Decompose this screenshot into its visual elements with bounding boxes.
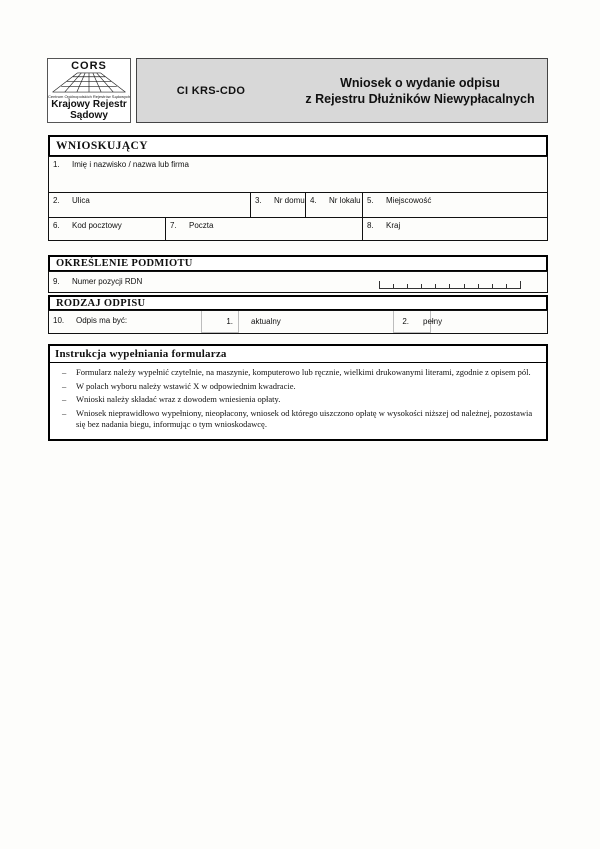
applicant-row-3 [48, 217, 548, 241]
instruction-text: W polach wyboru należy wstawić X w odpowiednim kwadracie. [76, 380, 296, 391]
cors-logo-subtitle: Centrum Ogólnopolskich Rejestrów Sądowych [48, 94, 130, 99]
cors-logo-text: CORS [71, 60, 107, 72]
applicant-row-1 [48, 156, 548, 193]
instruction-item [62, 367, 538, 379]
field-number: 4. [310, 196, 317, 205]
form-header [136, 58, 548, 123]
applicant-row-2 [48, 192, 548, 218]
field-number: 6. [53, 221, 60, 230]
field-label: Kraj [386, 221, 401, 230]
instructions-list [50, 363, 546, 439]
instructions-box [48, 344, 548, 441]
field-label: Poczta [189, 221, 214, 230]
section-copy-type-title: RODZAJ ODPISU [56, 297, 146, 309]
instruction-item [62, 408, 538, 431]
form-title [267, 75, 547, 107]
bullet-dash: – [62, 380, 67, 391]
bullet-dash: – [62, 407, 67, 418]
instruction-text: Wnioski należy składać wraz z dowodem wniesienia opłaty. [76, 394, 281, 404]
krs-name-line1: Krajowy Rejestr [51, 99, 127, 110]
copy-type-row [48, 310, 548, 334]
instruction-text: Formularz należy wypełnić czytelnie, na maszynie, komputerowo lub ręcznie, wielkimi drukowanymi literami, zgodnie z opisem pól. [76, 367, 531, 377]
field-city[interactable] [362, 192, 548, 218]
subject-row [48, 271, 548, 293]
field-label: Numer pozycji RDN [72, 277, 143, 286]
cors-logo [47, 58, 131, 123]
form-code: CI KRS-CDO [176, 84, 246, 97]
field-house-number[interactable] [250, 192, 306, 218]
bullet-dash: – [62, 394, 67, 404]
section-copy-type-header [48, 295, 548, 311]
field-number: 7. [170, 221, 177, 230]
field-number: 2. [53, 196, 60, 205]
section-subject-header [48, 255, 548, 272]
form-title-line1: Wniosek o wydanie odpisu [340, 75, 500, 90]
field-copy-type [48, 310, 548, 334]
field-label: Nr lokalu [329, 196, 361, 205]
krs-name [48, 100, 130, 121]
field-label: Kod pocztowy [72, 221, 122, 230]
field-country[interactable] [362, 217, 548, 241]
instruction-text: Wniosek nieprawidłowo wypełniony, nieopłacony, wniosek od którego uiszczono opłatę w wysokości niższej od należnej, pozostawia się bez nadania biegu, informując o tym wnioskodawcę. [76, 407, 533, 429]
option-aktualny-number: 1. [226, 317, 233, 326]
krs-name-line2: Sądowy [70, 109, 108, 121]
field-label: Imię i nazwisko / nazwa lub firma [72, 160, 189, 169]
instruction-item [62, 394, 538, 406]
field-number: 9. [53, 277, 60, 286]
rdn-comb-field[interactable] [379, 281, 521, 289]
field-number: 8. [367, 221, 374, 230]
form-title-line2: z Rejestru Dłużników Niewypłacalnych [305, 91, 535, 106]
field-label: Miejscowość [386, 196, 432, 205]
field-postal-code[interactable] [48, 217, 166, 241]
field-label: Nr domu [274, 196, 305, 205]
section-applicant-header [48, 135, 548, 157]
bullet-dash: – [62, 367, 67, 377]
instructions-title: Instrukcja wypełniania formularza [50, 346, 546, 363]
field-name-or-company[interactable] [48, 156, 548, 193]
field-rdn-number[interactable] [48, 271, 548, 293]
option-pelny-label: pełny [423, 317, 443, 326]
section-subject-title: OKREŚLENIE PODMIOTU [56, 258, 193, 269]
cors-grid-icon [50, 71, 128, 94]
option-pelny-number: 2. [402, 317, 409, 326]
field-number: 5. [367, 196, 374, 205]
field-number: 1. [53, 160, 60, 169]
field-label: Ulica [72, 196, 90, 205]
field-number: 10. [53, 316, 65, 325]
field-number: 3. [255, 196, 262, 205]
field-apartment-number[interactable] [305, 192, 363, 218]
field-post-office[interactable] [165, 217, 363, 241]
instruction-item [62, 381, 538, 393]
field-street[interactable] [48, 192, 251, 218]
field-label: Odpis ma być: [76, 316, 128, 325]
option-aktualny-label: aktualny [251, 317, 281, 326]
section-applicant-title: WNIOSKUJĄCY [56, 140, 148, 152]
